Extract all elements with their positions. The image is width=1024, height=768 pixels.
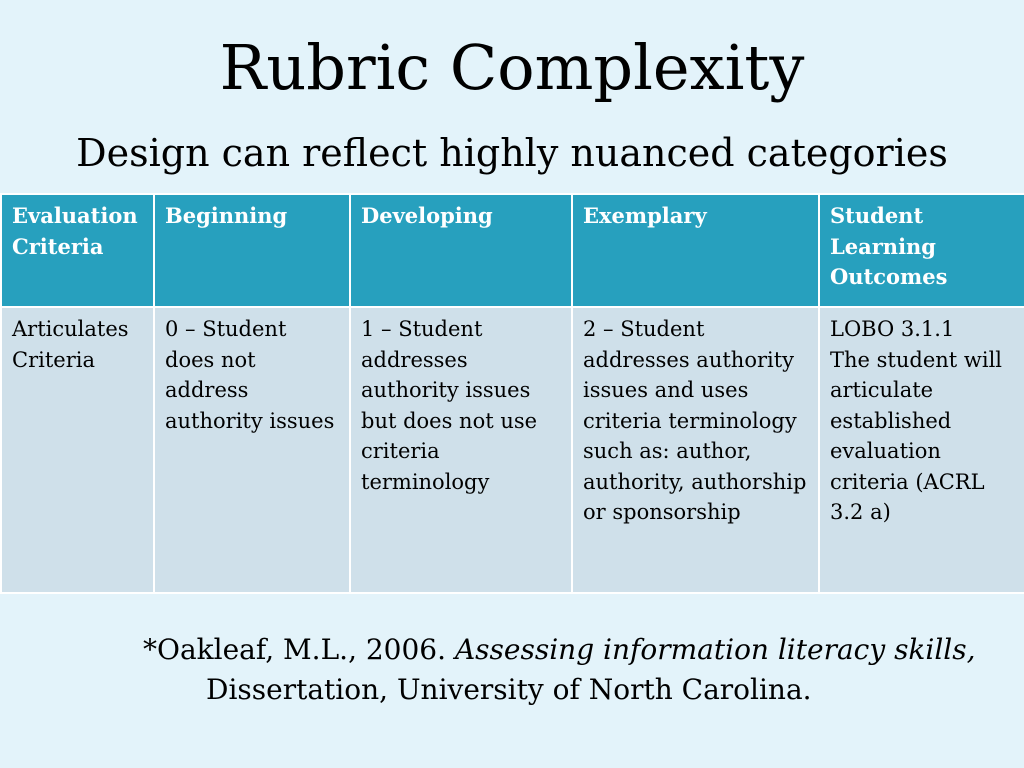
cell-criteria: Articulates Criteria [1,307,154,593]
table-row [1,307,1024,593]
outcome-text: The student will articulate established evaluation criteria (ACRL 3.2 a) [830,347,1003,524]
header-student-learning-outcomes: Student Learning Outcomes [819,194,1024,307]
cell-outcomes [819,307,1024,593]
citation-title: Assessing information literacy skills, [454,633,976,666]
citation-suffix: Dissertation, University of North Carolina. [206,673,812,706]
header-evaluation-criteria: Evaluation Criteria [1,194,154,307]
slide-subtitle: Design can reflect highly nuanced categories [76,131,948,175]
header-beginning: Beginning [154,194,350,307]
cell-beginning: 0 – Student does not address authority issues [154,307,350,593]
slide-title: Rubric Complexity [219,31,805,104]
rubric-table [0,193,1024,594]
table-header-row [1,194,1024,307]
cell-developing: 1 – Student addresses authority issues but does not use criteria terminology [350,307,572,593]
header-exemplary: Exemplary [572,194,819,307]
header-developing: Developing [350,194,572,307]
cell-exemplary: 2 – Student addresses authority issues and uses criteria terminology such as: author, authority, authorship or sponsorship [572,307,819,593]
citation-prefix: *Oakleaf, M.L., 2006. [143,633,455,666]
outcome-code: LOBO 3.1.1 [830,317,955,341]
citation [143,630,996,710]
